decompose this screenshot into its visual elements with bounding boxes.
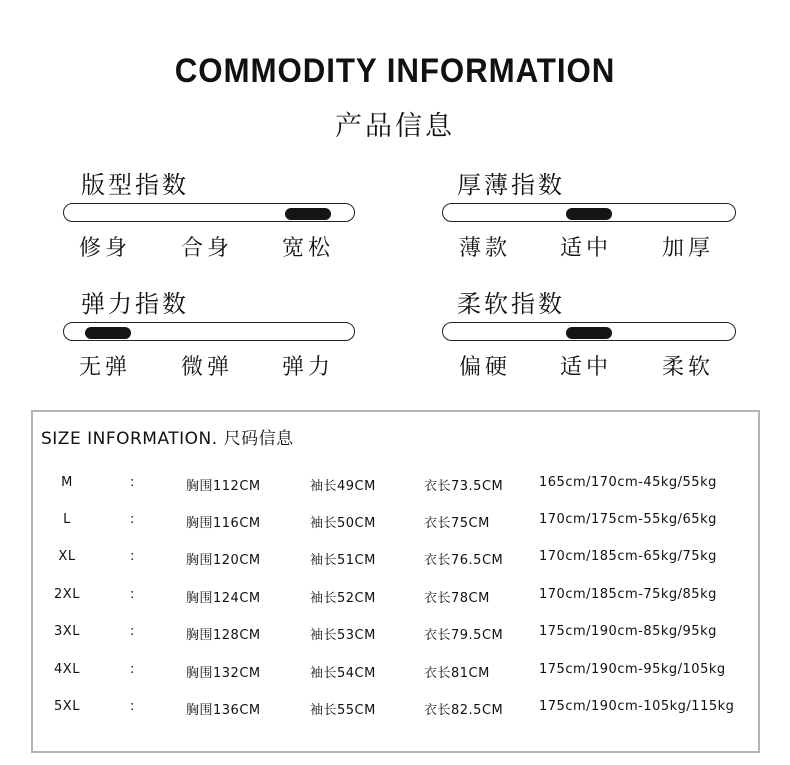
- sleeve-measure: 袖长53CM: [310, 628, 376, 643]
- sleeve-measure: 袖长54CM: [310, 666, 376, 681]
- gauge-knob: [566, 208, 612, 220]
- gauge-label-mid: 微弹: [181, 355, 234, 380]
- size-colon: :: [130, 662, 135, 677]
- size-row: [0, 662, 790, 682]
- page-title-en: COMMODITY INFORMATION: [174, 52, 616, 90]
- size-colon: :: [130, 699, 135, 714]
- chest-measure: 胸围116CM: [186, 516, 261, 531]
- gauge-track: [442, 203, 736, 222]
- gauge-label-mid: 合身: [181, 236, 234, 261]
- fit-recommendation: 165cm/170cm-45kg/55kg: [539, 475, 717, 490]
- gauge-label-high: 加厚: [662, 236, 715, 261]
- gauge-label-high: 宽松: [282, 236, 335, 261]
- sleeve-measure: 袖长49CM: [310, 479, 376, 494]
- gauge-label-low: 薄款: [459, 236, 512, 261]
- length-measure: 衣长79.5CM: [424, 628, 504, 643]
- sleeve-measure: 袖长55CM: [310, 703, 376, 718]
- size-row: [0, 587, 790, 607]
- gauge-track: [63, 203, 355, 222]
- gauge-knob: [566, 327, 612, 339]
- chest-measure: 胸围124CM: [186, 591, 261, 606]
- size-row: [0, 549, 790, 569]
- size-colon: :: [130, 475, 135, 490]
- length-measure: 衣长81CM: [424, 666, 490, 681]
- chest-measure: 胸围136CM: [186, 703, 261, 718]
- length-measure: 衣长76.5CM: [424, 553, 504, 568]
- size-colon: :: [130, 587, 135, 602]
- softness-index-gauge: [442, 284, 742, 384]
- chest-measure: 胸围128CM: [186, 628, 261, 643]
- thickness-index-gauge: [442, 165, 742, 265]
- length-measure: 衣长73.5CM: [424, 479, 504, 494]
- chest-measure: 胸围132CM: [186, 666, 261, 681]
- gauge-label-mid: 适中: [560, 355, 613, 380]
- gauge-track: [442, 322, 736, 341]
- gauge-label-low: 修身: [79, 236, 132, 261]
- size-label: 2XL: [54, 587, 80, 602]
- size-colon: :: [130, 624, 135, 639]
- size-label: 3XL: [54, 624, 80, 639]
- fit-recommendation: 175cm/190cm-85kg/95kg: [539, 624, 717, 639]
- size-label: 4XL: [54, 662, 80, 677]
- size-colon: :: [130, 549, 135, 564]
- sleeve-measure: 袖长50CM: [310, 516, 376, 531]
- size-row: [0, 475, 790, 495]
- fit-index-gauge: [63, 165, 363, 265]
- fit-recommendation: 175cm/190cm-105kg/115kg: [539, 699, 735, 714]
- size-label: M: [61, 475, 73, 490]
- size-label: XL: [58, 549, 76, 564]
- fit-recommendation: 170cm/185cm-75kg/85kg: [539, 587, 717, 602]
- sleeve-measure: 袖长52CM: [310, 591, 376, 606]
- length-measure: 衣长78CM: [424, 591, 490, 606]
- gauge-title: 弹力指数: [81, 290, 189, 318]
- gauge-track: [63, 322, 355, 341]
- size-label: L: [63, 512, 71, 527]
- size-label: 5XL: [54, 699, 80, 714]
- gauge-label-high: 柔软: [662, 355, 715, 380]
- gauge-title: 厚薄指数: [457, 171, 565, 199]
- gauge-label-low: 偏硬: [459, 355, 512, 380]
- elasticity-index-gauge: [63, 284, 363, 384]
- fit-recommendation: 170cm/185cm-65kg/75kg: [539, 549, 717, 564]
- length-measure: 衣长75CM: [424, 516, 490, 531]
- size-row: [0, 699, 790, 719]
- gauge-label-low: 无弹: [79, 355, 132, 380]
- length-measure: 衣长82.5CM: [424, 703, 504, 718]
- page-title-cn: 产品信息: [335, 111, 455, 142]
- fit-recommendation: 170cm/175cm-55kg/65kg: [539, 512, 717, 527]
- gauge-knob: [85, 327, 131, 339]
- size-info-title: SIZE INFORMATION. 尺码信息: [41, 429, 294, 449]
- gauge-label-high: 弹力: [282, 355, 335, 380]
- size-colon: :: [130, 512, 135, 527]
- gauge-title: 柔软指数: [457, 290, 565, 318]
- gauge-knob: [285, 208, 331, 220]
- sleeve-measure: 袖长51CM: [310, 553, 376, 568]
- fit-recommendation: 175cm/190cm-95kg/105kg: [539, 662, 726, 677]
- gauge-label-mid: 适中: [560, 236, 613, 261]
- chest-measure: 胸围120CM: [186, 553, 261, 568]
- size-row: [0, 624, 790, 644]
- size-row: [0, 512, 790, 532]
- chest-measure: 胸围112CM: [186, 479, 261, 494]
- gauge-title: 版型指数: [81, 171, 189, 199]
